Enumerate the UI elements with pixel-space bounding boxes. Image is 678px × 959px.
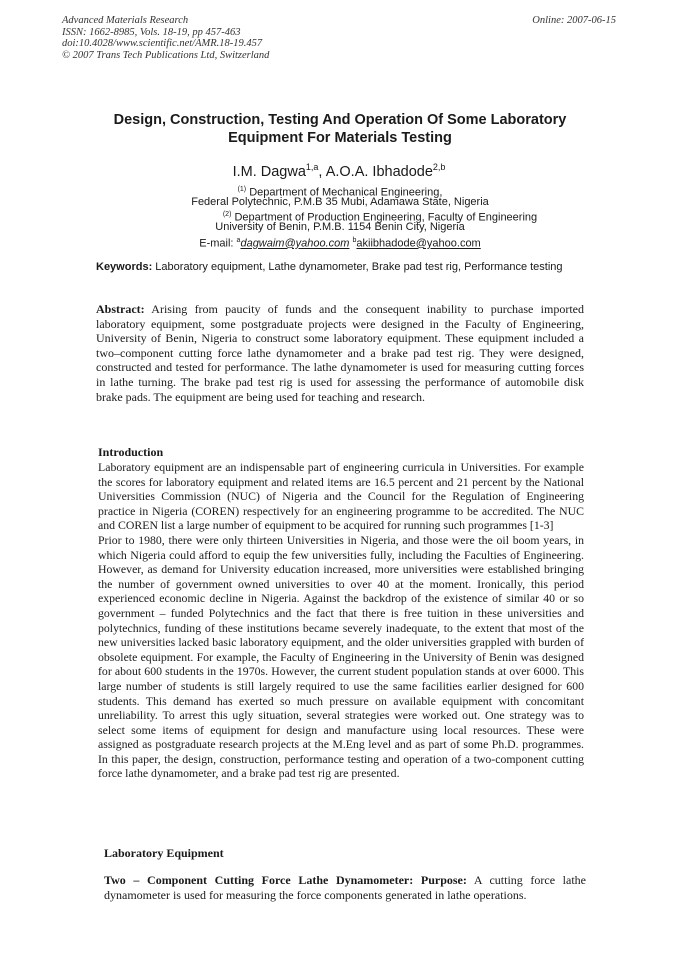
affiliation-2-mark: (2) xyxy=(222,211,232,218)
lathe-dynamometer-paragraph xyxy=(104,873,586,903)
author-1: I.M. Dagwa xyxy=(232,163,306,180)
abstract xyxy=(96,302,584,404)
introduction-paragraph-1: Laboratory equipment are an indispensable part of engineering curricula in Universities. For example the scores for laboratory equipment and related items are 16.5 percent and 21 percent by the National Universities Commission (NUC) of Nigeria and the Council for the Regulation of Engineering practice in Nigeria (COREN) respectively for an engineering programme to be accredited. The NUC and COREN list a large number of equipment to be acquired for running such programmes [1-3] xyxy=(98,460,584,533)
affiliation-1-line2: Federal Polytechnic, P.M.B 35 Mubi, Adamawa State, Nigeria xyxy=(191,196,489,208)
journal-doi: doi:10.4028/www.scientific.net/AMR.18-19.457 xyxy=(62,38,263,49)
email-line: E-mail: $^a$dagwaim@yahoo.com $^b$akiibhadode@yahoo.com xyxy=(199,237,481,250)
keywords xyxy=(96,261,584,275)
journal-issn: ISSN: 1662-8985, Vols. 18-19, pp 457-463 xyxy=(62,26,241,38)
email-a-link[interactable]: dagwaim@yahoo.com xyxy=(240,237,350,250)
author-2: A.O.A. Ibhadode xyxy=(325,163,433,180)
author-2-marker: 2,b xyxy=(432,162,446,172)
keywords-text: Laboratory equipment, Lathe dynamometer, Brake pad test rig, Performance testing xyxy=(152,261,563,273)
author-separator: , xyxy=(318,163,326,180)
affiliation-1-line1: $^{(1)}$ Department of Mechanical Engineering, xyxy=(237,186,443,199)
abstract-label: Abstract: xyxy=(96,302,145,316)
paper-title xyxy=(70,111,610,147)
paper-title-line1: Design, Construction, Testing And Operation Of Some Laboratory xyxy=(113,112,567,128)
lathe-dynamometer-label: Two – Component Cutting Force Lathe Dynamometer: Purpose: xyxy=(104,873,467,887)
affiliation-2-line2: University of Benin, P.M.B. 1154 Benin City, Nigeria xyxy=(215,221,465,233)
journal-header xyxy=(62,15,269,61)
introduction-heading: Introduction xyxy=(98,445,164,459)
abstract-text: Arising from paucity of funds and the consequent inability to purchase imported laboratory equipment, some postgraduate projects were designed in the Faculty of Engineering, University of Benin, Nigeria to construct some laboratory equipment. These equipment included a two–component cutting force lathe dynamometer and a brake pad test rig. They were designed, constructed and tested for performance. The lathe dynamometer is used for measuring cutting forces in lathe turning. The brake pad test rig is used for assessing the performance of automobile disk brake pads. The equipment are being used for teaching and research. xyxy=(96,302,584,404)
email-b-link[interactable]: akiibhadode@yahoo.com xyxy=(356,237,481,250)
paper-title-line2: Equipment For Materials Testing xyxy=(228,130,452,146)
introduction-paragraph-2: Prior to 1980, there were only thirteen Universities in Nigeria, and those were the oil boom years, in which Nigeria could afford to equip the few universities fully, including the Faculties of Engineering. However, as demand for University education increased, more universities were established bringing the number of government owned universities to over 40 at the moment. Ironically, this period experienced economic decline in Nigeria. Against the backdrop of the existence of similar 40 or so government – funded Polytechnics and the fact that there is free tuition in these universities and polytechnics, funding of these institutions became severely inadequate, to the extent that most of the new universities lacked basic laboratory equipment, and the older universities grappled with burden of obsolete equipment. For example, the Faculty of Engineering in the University of Benin was designed for about 600 students in the 1970s. However, the current student population stands at over 6000. This large number of students is still largely required to use the same facilities earlier designed for 600 students. This demand has exerted so much pressure on available equipment with concomitant unreliability. To arrest this ugly situation, several strategies were worked out. One strategy was to select some items of equipment for design and manufacture using local resources. These were assigned as postgraduate research projects at the M.Eng level and as part of some Ph.D. programmes. In this paper, the design, construction, performance testing and operation of a two-component cutting force lathe dynamometer, and a brake pad test rig are presented. xyxy=(98,532,584,781)
lab-equipment-heading: Laboratory Equipment xyxy=(104,846,224,860)
online-date: Online: 2007-06-15 xyxy=(532,15,616,26)
journal-copyright: © 2007 Trans Tech Publications Ltd, Switzerland xyxy=(62,49,270,61)
introduction-body xyxy=(98,460,584,781)
keywords-label: Keywords: xyxy=(96,261,153,273)
journal-name: Advanced Materials Research xyxy=(62,15,189,26)
author-list xyxy=(0,162,678,180)
affiliation-1-mark: (1) xyxy=(237,186,247,193)
affiliation-2-line1: $^{(2)}$ Department of Production Engineering, Faculty of Engineering xyxy=(222,211,538,224)
lathe-dynamometer-text: A cutting force lathe dynamometer is used for measuring the force components generated in lathe operations. xyxy=(104,873,586,902)
author-1-marker: 1,a xyxy=(305,162,319,172)
